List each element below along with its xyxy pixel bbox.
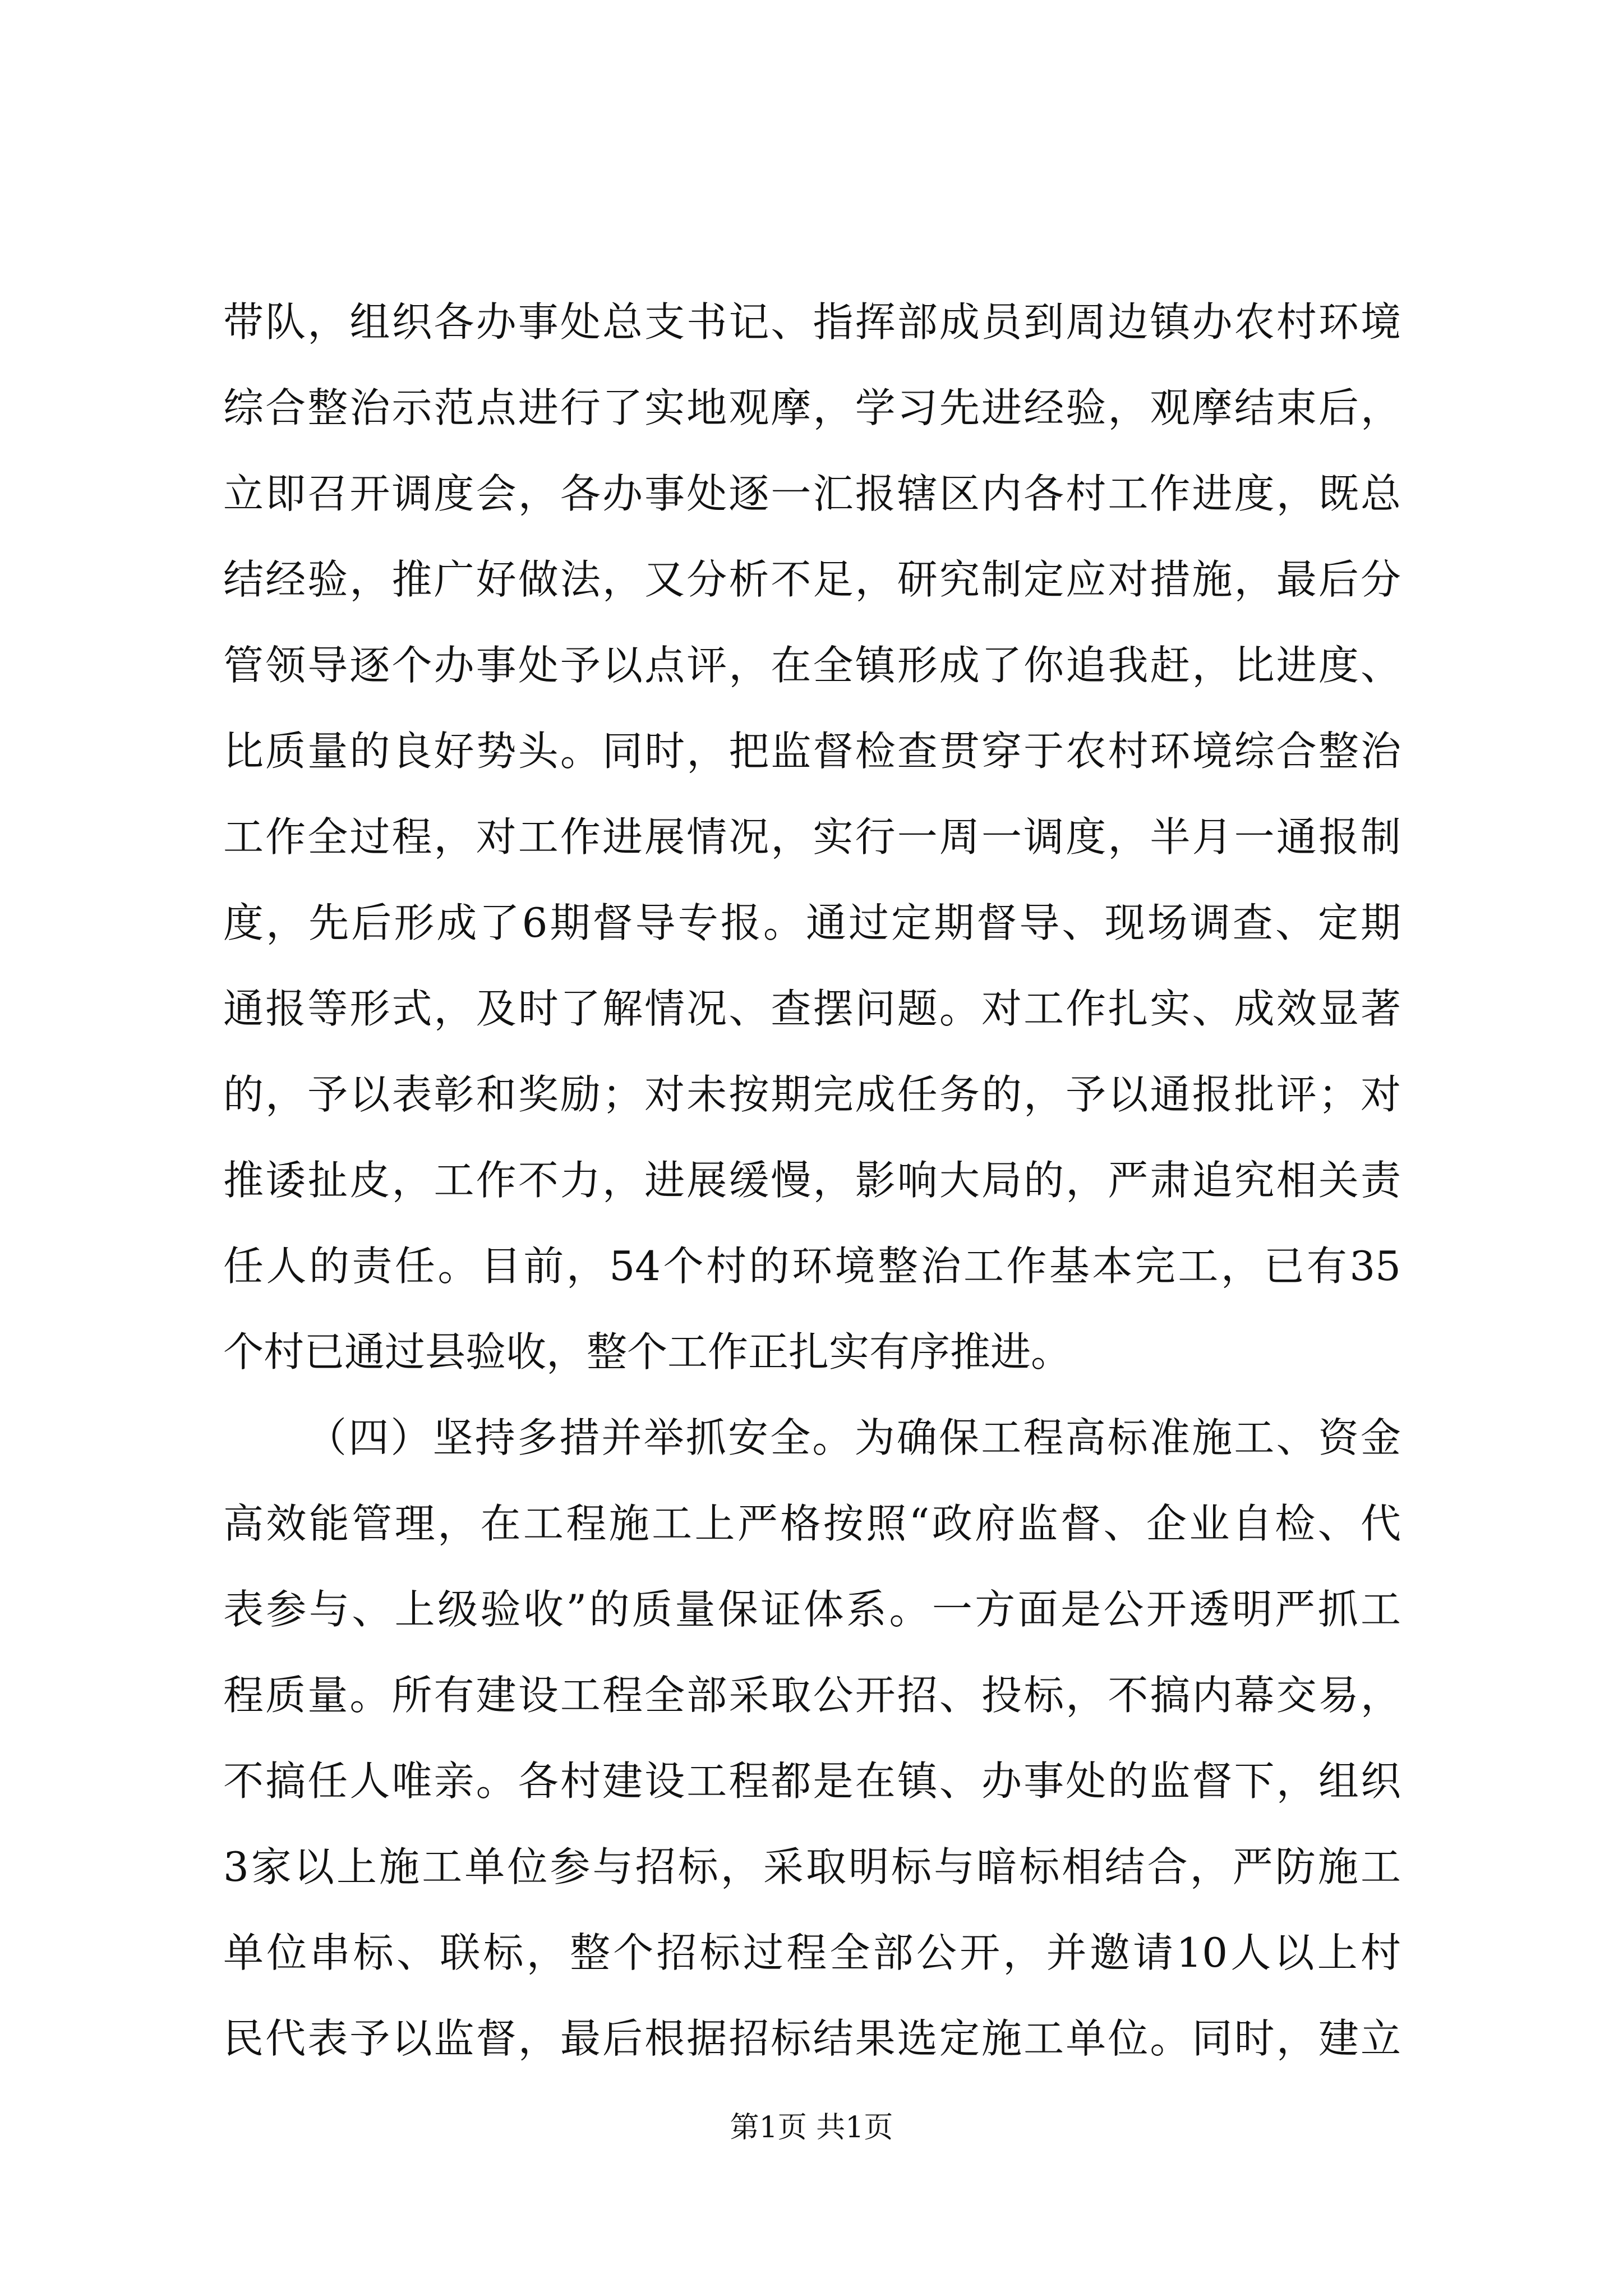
text-line: 工作全过程，对工作进展情况，实行一周一调度，半月一通报制 [223, 813, 1401, 861]
text-line: 立即召开调度会，各办事处逐一汇报辖区内各村工作进度，既总 [223, 470, 1401, 517]
text-line: 通报等形式，及时了解情况、查摆问题。对工作扎实、成效显著 [223, 985, 1401, 1032]
section-heading-line: （四）坚持多措并举抓安全。为确保工程高标准施工、资金 [306, 1414, 1401, 1461]
document-body [223, 279, 1401, 2082]
text-line: 比质量的良好势头。同时，把监督检查贯穿于农村环境综合整治 [223, 728, 1401, 775]
text-line: 3家以上施工单位参与招标，采取明标与暗标相结合，严防施工 [223, 1843, 1401, 1890]
text-line: 程质量。所有建设工程全部采取公开招、投标，不搞内幕交易， [223, 1672, 1401, 1719]
page-number-footer: 第1页 共1页 [730, 2111, 893, 2145]
text-line: 高效能管理，在工程施工上严格按照“政府监督、企业自检、代 [223, 1500, 1401, 1547]
text-line: 的，予以表彰和奖励；对未按期完成任务的，予以通报批评；对 [223, 1071, 1401, 1118]
text-line: 民代表予以监督，最后根据招标结果选定施工单位。同时，建立 [223, 2015, 1401, 2062]
text-line: 度，先后形成了6期督导专报。通过定期督导、现场调查、定期 [223, 899, 1401, 946]
text-line: 结经验，推广好做法，又分析不足，研究制定应对措施，最后分 [223, 556, 1401, 603]
text-line: 任人的责任。目前，54个村的环境整治工作基本完工，已有35 [223, 1243, 1401, 1290]
text-line: 推诿扯皮，工作不力，进展缓慢，影响大局的，严肃追究相关责 [223, 1157, 1401, 1204]
text-line: 带队，组织各办事处总支书记、指挥部成员到周边镇办农村环境 [223, 298, 1401, 346]
text-line: 表参与、上级验收”的质量保证体系。一方面是公开透明严抓工 [223, 1586, 1401, 1633]
text-line: 单位串标、联标，整个招标过程全部公开，并邀请10人以上村 [223, 1929, 1401, 1976]
text-line: 综合整治示范点进行了实地观摩，学习先进经验，观摩结束后， [223, 384, 1401, 431]
text-line: 管领导逐个办事处予以点评，在全镇形成了你追我赶，比进度、 [223, 642, 1401, 689]
text-line: 个村已通过县验收，整个工作正扎实有序推进。 [223, 1328, 1072, 1375]
text-line: 不搞任人唯亲。各村建设工程都是在镇、办事处的监督下，组织 [223, 1757, 1401, 1805]
